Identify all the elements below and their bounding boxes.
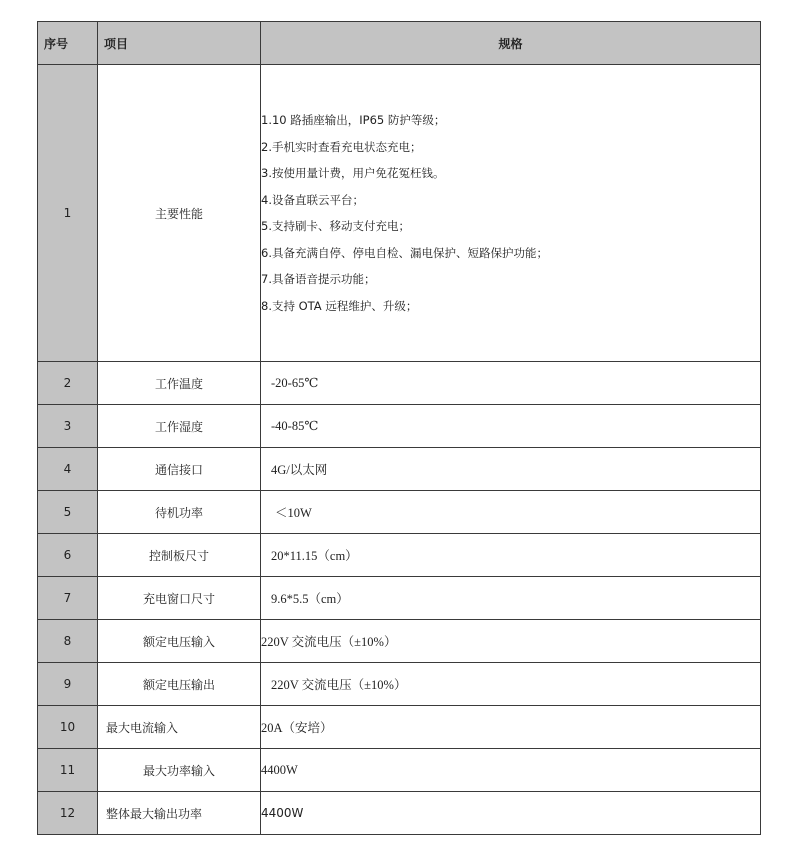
row-spec xyxy=(261,65,761,362)
row-spec xyxy=(261,491,761,534)
feature-item: 7.具备语音提示功能； xyxy=(261,272,376,286)
row-spec xyxy=(261,577,761,620)
row-item: 通信接口 xyxy=(98,448,261,491)
header-spec: 规格 xyxy=(261,22,761,65)
row-number: 6 xyxy=(38,534,98,577)
feature-item: 8.支持 OTA 远程维护、升级； xyxy=(261,298,418,313)
table-row xyxy=(38,749,761,792)
row-spec-text: -40-85℃ xyxy=(271,419,319,433)
row-spec xyxy=(261,534,761,577)
table-row xyxy=(38,65,761,362)
row-number: 5 xyxy=(38,491,98,534)
row-item: 工作温度 xyxy=(98,362,261,405)
table-row xyxy=(38,706,761,749)
row-spec: 4400W xyxy=(261,792,761,835)
feature-list xyxy=(261,107,760,319)
row-item: 控制板尺寸 xyxy=(98,534,261,577)
row-spec-text: 4G/以太网 xyxy=(271,463,328,477)
row-number: 10 xyxy=(38,706,98,749)
row-number: 12 xyxy=(38,792,98,835)
row-item: 工作湿度 xyxy=(98,405,261,448)
row-item: 额定电压输入 xyxy=(98,620,261,663)
table-row xyxy=(38,448,761,491)
feature-item: 2.手机实时查看充电状态充电； xyxy=(261,139,422,154)
row-number: 11 xyxy=(38,749,98,792)
header-row xyxy=(38,22,761,65)
row-number: 1 xyxy=(38,65,98,362)
feature-item: 5.支持刷卡、移动支付充电； xyxy=(261,219,410,233)
row-item: 整体最大输出功率 xyxy=(98,792,261,835)
row-spec xyxy=(261,405,761,448)
table-row xyxy=(38,534,761,577)
feature-item: 6.具备充满自停、停电自检、漏电保护、短路保护功能； xyxy=(261,245,548,260)
row-number: 9 xyxy=(38,663,98,706)
row-spec: 4400W xyxy=(261,749,761,792)
table-row xyxy=(38,792,761,835)
row-spec: 20A（安培） xyxy=(261,706,761,749)
row-item: 主要性能 xyxy=(98,65,261,362)
row-spec-text: 220V 交流电压（±10%） xyxy=(271,678,407,692)
row-spec-text: ＜10W xyxy=(275,506,312,520)
row-item: 最大电流输入 xyxy=(98,706,261,749)
feature-item: 1.10 路插座输出，IP65 防护等级； xyxy=(261,113,446,127)
row-item: 额定电压输出 xyxy=(98,663,261,706)
row-spec xyxy=(261,448,761,491)
row-item: 最大功率输入 xyxy=(98,749,261,792)
row-number: 3 xyxy=(38,405,98,448)
row-number: 8 xyxy=(38,620,98,663)
row-spec: 220V 交流电压（±10%） xyxy=(261,620,761,663)
row-spec-text: 9.6*5.5（cm） xyxy=(271,592,349,606)
feature-item: 4.设备直联云平台； xyxy=(261,192,364,207)
row-spec-text: -20-65℃ xyxy=(271,376,319,390)
table-row xyxy=(38,491,761,534)
table-row xyxy=(38,577,761,620)
table-row xyxy=(38,620,761,663)
row-spec xyxy=(261,663,761,706)
row-number: 7 xyxy=(38,577,98,620)
spec-table xyxy=(37,21,761,835)
table-row xyxy=(38,405,761,448)
row-number: 2 xyxy=(38,362,98,405)
table-row xyxy=(38,362,761,405)
row-spec-text: 20*11.15（cm） xyxy=(271,549,358,563)
row-item: 充电窗口尺寸 xyxy=(98,577,261,620)
row-spec xyxy=(261,362,761,405)
header-no: 序号 xyxy=(38,22,98,65)
header-item: 项目 xyxy=(98,22,261,65)
row-number: 4 xyxy=(38,448,98,491)
table-row xyxy=(38,663,761,706)
feature-item: 3.按使用量计费，用户免花冤枉钱。 xyxy=(261,166,445,180)
row-item: 待机功率 xyxy=(98,491,261,534)
